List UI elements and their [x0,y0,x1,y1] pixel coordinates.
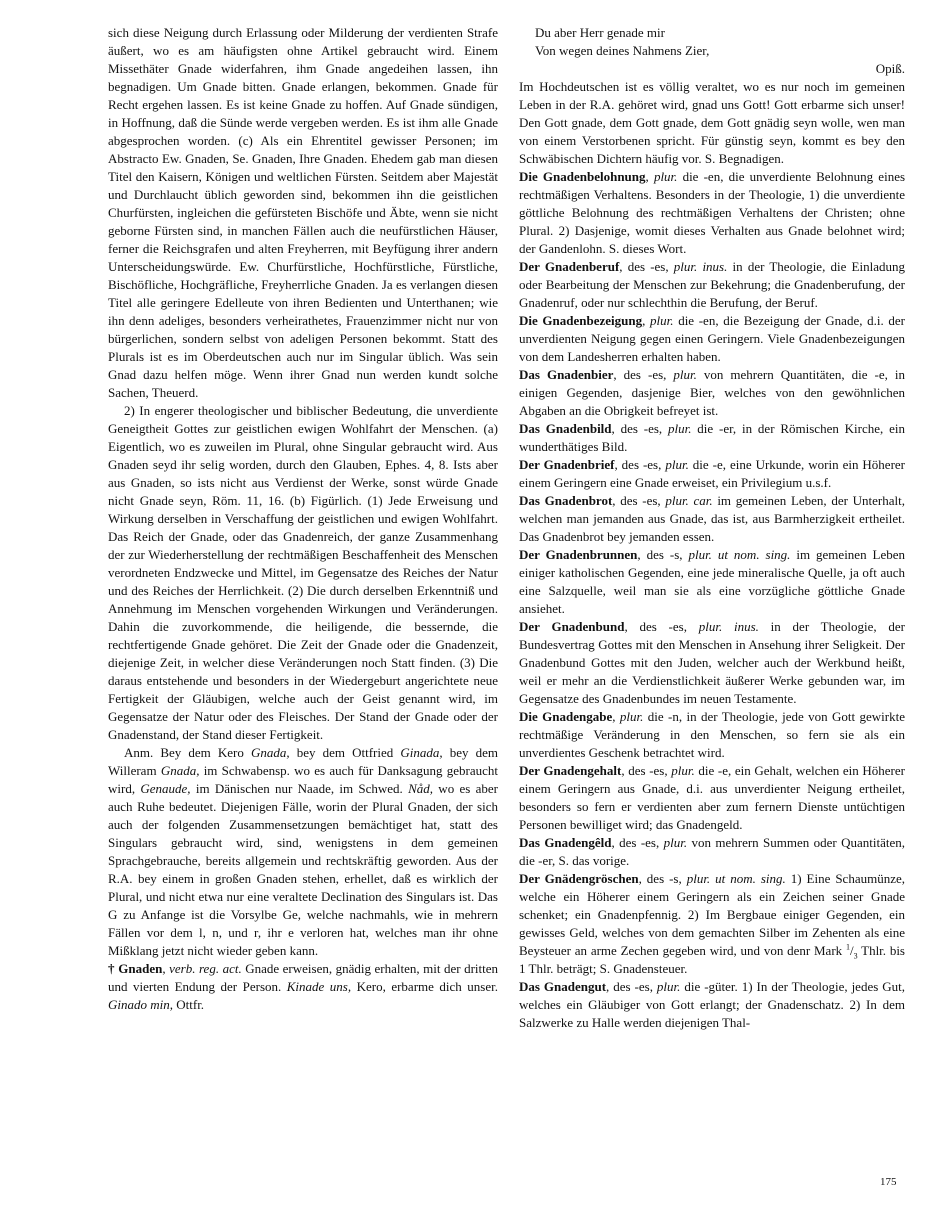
entry-text: die -e, eine Urkunde, worin ein Höherer einem Geringern eine Gnade erweiset, ein Privilegium u.s.f. [519,457,905,490]
entry-headword: † Gnaden [108,961,163,976]
dictionary-entry [519,456,905,492]
anm-quote: Nåd, [408,781,434,796]
entry-text: die -en, die unverdiente Belohnung eines rechtmäßigen Verhaltens. Besonders in der Theologie, 1) die unverdiente göttliche Belohnung des rechtmäßigen Verhaltens der Christen; ohne Plural. 2) Dasjenige, womit dieses Verhalten aus Gnade belohnet wird; der Gandenlohn. S. dieses Wort. [519,169,906,256]
paragraph-hochdeutsch: Im Hochdeutschen ist es völlig veraltet, wo es nur noch im gemeinen Leben in der R.A. gehöret wird, gnad uns Gott! Gott erbarme sich unser! Den Gott gnade, dem Gott gnade, dem Gott gnädig seyn wolle, wen man von einem Verstorbenen spricht. Für günstig seyn, kommt es bey den Schwäbischen Dichtern häufig vor. S. Begnadigen. [519,79,905,166]
fraction-denominator: 3 [853,951,858,961]
entry-text: die -er, in der Römischen Kirche, ein wunderthätiges Bild. [519,421,905,454]
entry-inflection: , des -s, [637,547,689,562]
entry-inflection: , des -es, [611,421,668,436]
entry-headword: Das Gnadenbier [519,367,614,382]
entry-inflection: , des -es, [621,763,672,778]
entry-grammar: plur. [668,421,692,436]
dictionary-entry [519,546,905,618]
entry-text: in der Theologie, der Bundesvertrag Gottes mit den Menschen in Ansehung ihrer Seligkeit. Der Gnadenbund Gottes mit den Juden, welcher auch der Werkbund heißt, weil er mehr an die Verdienstlichkeit äußerer Werke gebunden war, im Gegensatze des Gnadenbundes im neuen Testamente. [519,619,905,706]
dictionary-entry [519,618,905,708]
entry-inflection: , des -es, [614,457,666,472]
anm-text: bey dem Ottfried [289,745,401,760]
entry-grammar: plur. [619,709,644,724]
dictionary-entry [519,834,905,870]
entry-text: Gnade erweisen, gnädig erhalten, mit der dritten und vierten Endung der Person. [108,961,498,994]
entry-text: Thlr. bis 1 Thlr. beträgt; S. Gnadensteuer. [519,943,905,976]
dictionary-entry [519,312,905,366]
entry-text: Kero, erbarme dich unser. [351,979,498,994]
entry-headword: Die Gnadenbezeigung [519,313,643,328]
paragraph-anmerkung [108,744,498,960]
dictionary-entry [519,258,905,312]
dictionary-entry: Die Gnadenbelohnung, plur. die -en, die unverdiente Belohnung eines rechtmäßigen Verhaltens. Besonders in der Theologie, 1) die unverdiente göttliche Belohnung des rechtmäßigen Verhaltens der Christen; ohne Plural. 2) Dasjenige, womit dieses Verhalten aus Gnade belohnet wird; der Gandenlohn. S. dieses Wort. [519,169,906,256]
entry-inflection: , des -es, [619,259,674,274]
page-number: 175 [880,1176,897,1188]
entry-grammar: plur. [671,763,695,778]
entry-text: die -güter. 1) In der Theologie, jedes Gut, welches ein Gläubiger von Gott erlangt; der Gnadenschatz. 2) In dem Salzwerke zu Halle werden diejenigen Thal- [519,979,905,1030]
verse-line: Du aber Herr genade mir [535,25,665,40]
entry-grammar: plur. inus. [698,619,759,634]
anm-text: im Dänischen nur Naade, im Schwed. [190,781,409,796]
entry-inflection: , des -es, [606,979,657,994]
entry-text: die -en, die Bezeigung der Gnade, d.i. der unverdienten Neigung gegen einen Geringern. Viele Gnadenbezeigungen von dem Landesherren erhalten haben. [519,313,906,364]
right-column [519,24,905,1032]
entry-grammar: plur. [663,835,688,850]
fraction: $^1/_3$ [845,942,858,961]
anm-text: wo es aber auch Ruhe bedeutet. Diejenigen Fälle, worin der Plural Gnaden, der sich auch der folgenden Zusammensetzungen bemächtiget hat, statt des Singulars gebraucht wird, sind, wenigstens in dem gemeinen Sprachgebrauche, bereits allgemein und rechtskräftig geworden. Aus der R.A. bey einem in großen Gnaden stehen, erhellet, daß es wirklich der Plural, und nicht etwa nur eine veraltete Declination des Singulars ist. Das G zu Anfange ist die Vorsylbe Ge, welche nachmahls, wie in mehrern Fällen vor dem l, n, und r, ihr e verloren hat, welches man ihr ohne Mißklang jetzt nicht wieder geben kann. [108,781,498,958]
entry-grammar: verb. reg. act. [169,961,242,976]
anm-quote: Gnada, [160,763,200,778]
verse-author: Opiß. [875,61,905,76]
entry-grammar: plur. car. [665,493,713,508]
entry-inflection: , [642,313,651,328]
fraction-numerator: 1 [845,942,850,952]
anm-quote: Genaude, [140,781,191,796]
left-column [108,24,498,1014]
anm-text: bey dem Willeram [108,745,499,778]
entry-grammar: plur. [656,979,681,994]
anm-quote: Ginada, [400,745,443,760]
entry-text: die -n, in der Theologie, jede von Gott gewirkte rechtmäßige Veränderung in den Menschen, so fern sie als ein unverdientes Geschenk betrachtet wird. [519,709,905,760]
dictionary-entry [519,762,905,834]
entry-gnadengroschen [519,870,905,978]
entry-headword: Das Gnadenbild [519,421,612,436]
entry-headword: Der Gnadenbund [519,619,625,634]
entry-inflection: , [612,709,620,724]
dictionary-entry [519,366,905,420]
entry-grammar: plur. ut nom. sing. [686,871,786,886]
entry-gnaden: † Gnaden, verb. reg. act. Gnade erweisen, gnädig erhalten, mit der dritten und vierten Endung der Person. Kinade uns, Kero, erbarme dich unser. Ginado min, Ottfr. [108,961,498,1012]
entry-inflection: , des -es, [612,493,666,508]
entry-grammar: plur. [673,367,697,382]
entry-headword: Der Gnadenbrunnen [519,547,638,562]
entry-headword: Die Gnadenbelohnung [519,169,646,184]
entry-quote: Ginado min, [108,997,173,1012]
entry-headword: Die Gnadengabe [519,709,613,724]
entry-inflection: , des -es, [611,835,664,850]
entry-text: in der Theologie, die Einladung oder Bearbeitung der Menschen zur Bekehrung; die Gnadenberufung, der Gnadenruf, oder nur schlechthin die Berufung, der Beruf. [519,259,905,310]
entry-gnadengut [519,978,905,1032]
entry-grammar: plur. [653,169,678,184]
entry-text: von mehrern Quantitäten, die -e, in einigen Gegenden, dasjenige Bier, welches von den gewöhnlichen Abgaben an die Obrigkeit befreyet ist. [519,367,905,418]
entry-grammar: plur. [650,313,674,328]
entry-grammar: plur. inus. [673,259,728,274]
entry-text: im gemeinen Leben einiger katholischen Gegenden, eine jede mineralische Quelle, ja oft auch eine Salzquelle, weil man sie als eine vorzügliche göttliche Gnade ansiehet. [519,547,905,616]
entry-text: die -e, ein Gehalt, welchen ein Höherer einem Geringern aus Gnade, d.i. aus unverdienter Neigung ertheilet, besonders so fern er verdienten aber zum fernern Dienste untüchtigen Personen bewilliget wird; das Gnadengeld. [519,763,905,832]
entry-headword: Der Gnädengröschen [519,871,639,886]
entry-headword: Der Gnadenbrief [519,457,615,472]
entry-headword: Das Gnadenbrot [519,493,613,508]
entry-headword: Das Gnadengêld [519,835,612,850]
dictionary-entry [519,420,905,456]
entry-headword: Das Gnadengut [519,979,607,994]
anm-text: im Schwabensp. wo es auch für Danksagung gebraucht wird, [108,763,498,796]
entry-inflection: , des -es, [613,367,674,382]
entry-text: von mehrern Summen oder Quantitäten, die -er, S. das vorige. [519,835,905,868]
entry-grammar: plur. [665,457,689,472]
dictionary-entry [519,492,905,546]
entry-text: Ottfr. [173,997,205,1012]
entry-headword: Der Gnadengehalt [519,763,622,778]
entry-headword: Der Gnadenberuf [519,259,620,274]
entry-inflection: , des -es, [624,619,699,634]
anm-quote: Gnada, [251,745,290,760]
anm-text: Anm. Bey dem Kero [124,745,251,760]
entry-text: im gemeinen Leben, der Unterhalt, welchen man jemanden aus Gnade, das ist, aus Barmherzigkeit ertheilet. Das Gnadenbrot bey jemanden essen. [519,493,905,544]
paragraph-theological-meaning: 2) In engerer theologischer und biblischer Bedeutung, die unverdiente Geneigtheit Gottes zur geistlichen ewigen Wohlfahrt der Menschen. (a) Eigentlich, wo es zuweilen im Plural, ohne Singular gebraucht wird. Aus Gnaden seyd ihr selig worden, durch den Glauben, Ephes. 4, 8. Ists aber aus Gnaden, so ists nicht aus Verdienst der Werke, sonst würde Gnade nicht Gnade seyn, Röm. 11, 16. (b) Figürlich. (1) Jede Erweisung und Wirkung derselben in Verschaffung der geistlichen und ewigen Wohlfahrt. Das Reich der Gnade, oder das Gnadenreich, der ganze Zusammenhang der zur Wiederherstellung der rechtmäßigen Beschaffenheit des Menschen verordneten Endzwecke und Mittel, im Gegensatze des Reiches der Natur und des Reiches der Herrlichkeit. (2) Die durch derselben Erkenntniß und Annehmung im Menschen vorgehenden Wirkungen und Veränderungen. Dahin die zuvorkommende, die heiligende, die bessernde, die rechtfertigende Gnade gehöret. Die Zeit der Gnade oder die Gnadenzeit, diejenige Zeit, in welcher diese Veränderungen noch Statt finden. (3) Die daraus entstehende und besonders in der Wiedergeburt angerichtete neue Fertigkeit der Gläubigen, welche auch der Geist genannt wird, im Gegensatze der Natur oder des Fleisches. Der Stand der Gnade oder der Gnadenstand, der Stand dieser Fertigkeit. [108,403,498,742]
verse-line: Von wegen deines Nahmens Zier, [535,43,710,58]
entry-inflection: , des -s, [638,871,687,886]
dictionary-entry [519,708,905,762]
entry-grammar: plur. ut nom. sing. [688,547,791,562]
entry-list [519,168,905,870]
entry-quote: Kinade uns, [286,979,352,994]
entry-text: 1) Eine Schaumünze, welche ein Höherer einem Geringern als ein Zeichen seiner Gnade schenket; ein Gnadenpfennig. 2) Im Bergbaue einiger Gegenden, ein gewisses Geld, welches von dem gemachten Silber im Zehenten als eine Beysteuer an arme Zechen gegeben wird, und von denr Mark [519,871,905,958]
paragraph-gnade-continued: sich diese Neigung durch Erlassung oder Milderung der verdienten Strafe äußert, wo es am häufigsten ohne Artikel gebraucht wird. Einem Missethäter Gnade widerfahren, ihm Gnade angedeihen lassen, ihn begnadigen. Um Gnade bitten. Gnade erlangen, bekommen. Gnade für Recht ergehen lassen. Es ist keine Gnade zu hoffen. Auf Gnade sündigen, in Hoffnung, daß die Sünde werde vergeben werden. Es ist ihm alle Gnade abgesprochen worden. (c) Als ein Ehrentitel gewisser Personen; im Abstracto Ew. Gnaden, Se. Gnaden, Ihre Gnaden. Ehedem gab man diesen Titel den Kaisern, Königen und weltlichen Fürsten. Seitdem aber Majestät und Durchlaucht üblich geworden sind, bekommen ihn die geistlichen Churfürsten, ingleichen die gefürsteten Bischöfe und Äbte, wenn sie nicht geborne Fürsten sind, in manchen Fällen auch die neufürstlichen Häuser, ferner die Reichsgrafen und alten Freyherren, mit Beyfügung ihrer andern Unterscheidungswürde. Ew. Churfürstliche, Hochfürstliche, Fürstliche, Bischöfliche, Hochgräfliche, Freyherrliche Gnaden. Ja es verlangen diesen Titel alle geringere Edelleute von ihren Bedienten und Unterthanen; wie ihn denn adeliges, besonders verheirathetes, Frauenzimmer nicht nur von bürgerlichen, sondern selbst von adeligen Personen bekommt. Statt des Plurals ist es im Oberdeutschen auch nur im Singular üblich. Was sein Gnad dazu helfen möge. Wenn ihrer Gnad nun werden kundt solche Sachen, Theuerd. [108,25,498,400]
